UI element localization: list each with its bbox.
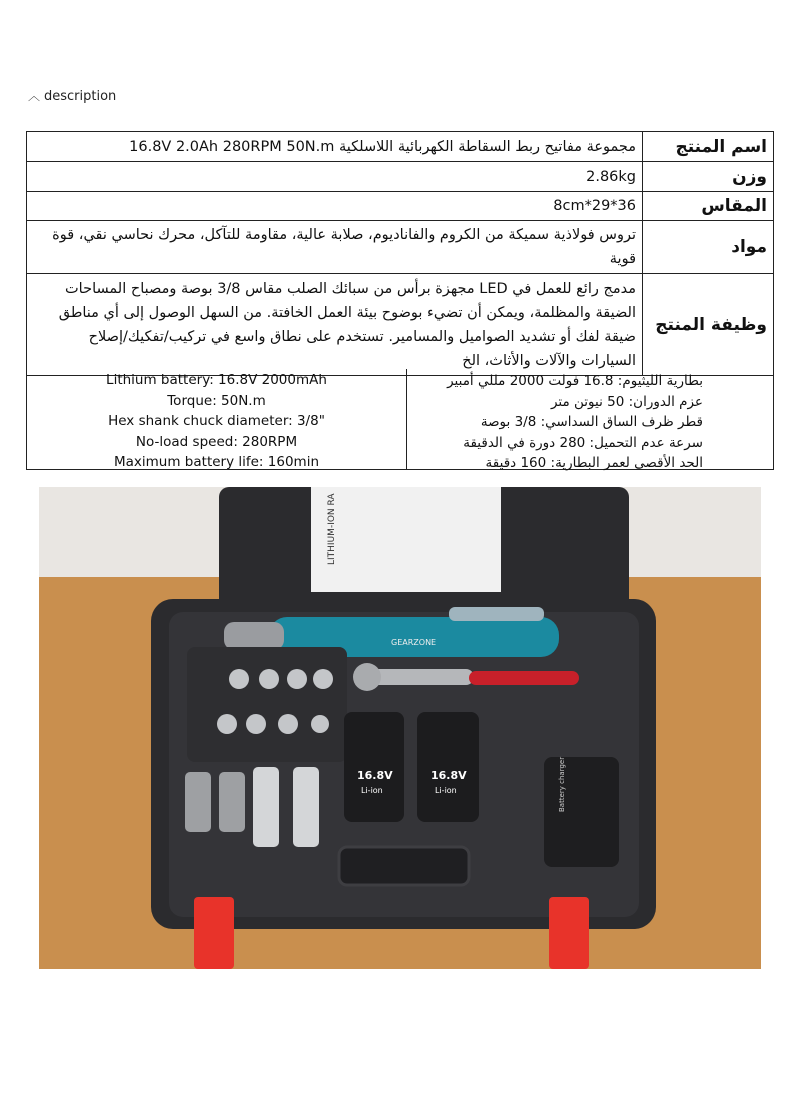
deep-socket xyxy=(253,767,279,847)
spec-line: No-load speed: 280RPM xyxy=(135,433,298,450)
product-name-label: اسم المنتج xyxy=(643,132,774,162)
deep-socket xyxy=(293,767,319,847)
specs-arabic xyxy=(407,369,773,469)
spec-line: Hex shank chuck diameter: 3/8" xyxy=(108,413,325,429)
spec-line: Torque: 50N.m xyxy=(167,392,266,409)
battery-label: 16.8V xyxy=(431,769,467,782)
table-row xyxy=(27,132,774,162)
product-name-value: مجموعة مفاتيح ربط السقاطة الكهربائية اللاسلكية 16.8V 2.0Ah 280RPM 50N.m xyxy=(27,132,643,162)
spec-line: بطارية الليثيوم: 16.8 فولت 2000 مللي أمبير xyxy=(447,373,703,389)
battery-charger xyxy=(544,757,619,867)
charger-label: Battery charger xyxy=(558,756,566,812)
function-value: مدمج رائع للعمل في LED مجهزة برأس من سبائك الصلب مقاس 3/8 بوصة ومصباح المساحات الضيقة والمظلمة، ويمكن أن تضيء بوضوح بيئة العمل الخافتة. من السهل الوصول إلى أي مناطق ضيقة لفك أو تشديد الصواميل والمسامير. تستخدم على نطاق واسع في تركيب/تفكيك/إصلاح السيارات والآلات والأثاث، الخ xyxy=(27,274,643,376)
table-row xyxy=(27,192,774,221)
weight-label: وزن xyxy=(643,162,774,192)
battery-1 xyxy=(344,712,404,822)
specs-english xyxy=(27,369,407,469)
tool-brand: GEARZONE xyxy=(391,638,437,647)
ratchet-head xyxy=(224,622,284,650)
size-label: المقاس xyxy=(643,192,774,221)
description-label: description xyxy=(44,89,117,104)
ratchet-trigger xyxy=(449,607,544,621)
table-row xyxy=(27,162,774,192)
spec-line: الحد الأقصى لعمر البطارية: 160 دقيقة xyxy=(485,455,703,471)
battery-2 xyxy=(417,712,479,822)
latch-right xyxy=(549,897,589,969)
spec-line: Lithium battery: 16.8V 2000mAh xyxy=(106,372,327,388)
latch-left xyxy=(194,897,234,969)
product-photo xyxy=(39,487,761,969)
bit-socket xyxy=(219,772,245,832)
product-spec-table xyxy=(26,131,774,376)
spec-line: Maximum battery life: 160min xyxy=(114,454,319,470)
table-row xyxy=(27,221,774,274)
materials-label: مواد xyxy=(643,221,774,274)
socket-tray xyxy=(187,647,347,762)
instruction-manual xyxy=(311,487,501,592)
chevron-up-icon: ︿ xyxy=(28,89,41,103)
table-row xyxy=(27,274,774,376)
spec-line: سرعة عدم التحميل: 280 دورة في الدقيقة xyxy=(463,434,703,451)
size-value: 36*29*8cm xyxy=(27,192,643,221)
manual-title: LITHIUM-ION RA xyxy=(327,493,337,565)
weight-value: 2.86kg xyxy=(27,162,643,192)
spec-line: عزم الدوران: 50 نيوتن متر xyxy=(550,393,703,410)
spec-line: قطر ظرف الساق السداسي: 3/8 بوصة xyxy=(480,414,703,430)
specs-box xyxy=(26,369,774,470)
bit-socket xyxy=(185,772,211,832)
battery-label: 16.8V xyxy=(357,769,393,782)
battery-sub: Li-ion xyxy=(361,786,383,795)
function-label: وظيفة المنتج xyxy=(643,274,774,376)
manual-ratchet-head xyxy=(353,663,381,691)
manual-ratchet-grip xyxy=(469,671,579,685)
case-handle xyxy=(339,847,469,885)
materials-value: تروس فولاذية سميكة من الكروم والفاناديوم، صلابة عالية، مقاومة للتآكل، محرك نحاسي نقي، قوة قوية xyxy=(27,221,643,274)
description-toggle[interactable] xyxy=(28,88,116,105)
battery-sub: Li-ion xyxy=(435,786,457,795)
